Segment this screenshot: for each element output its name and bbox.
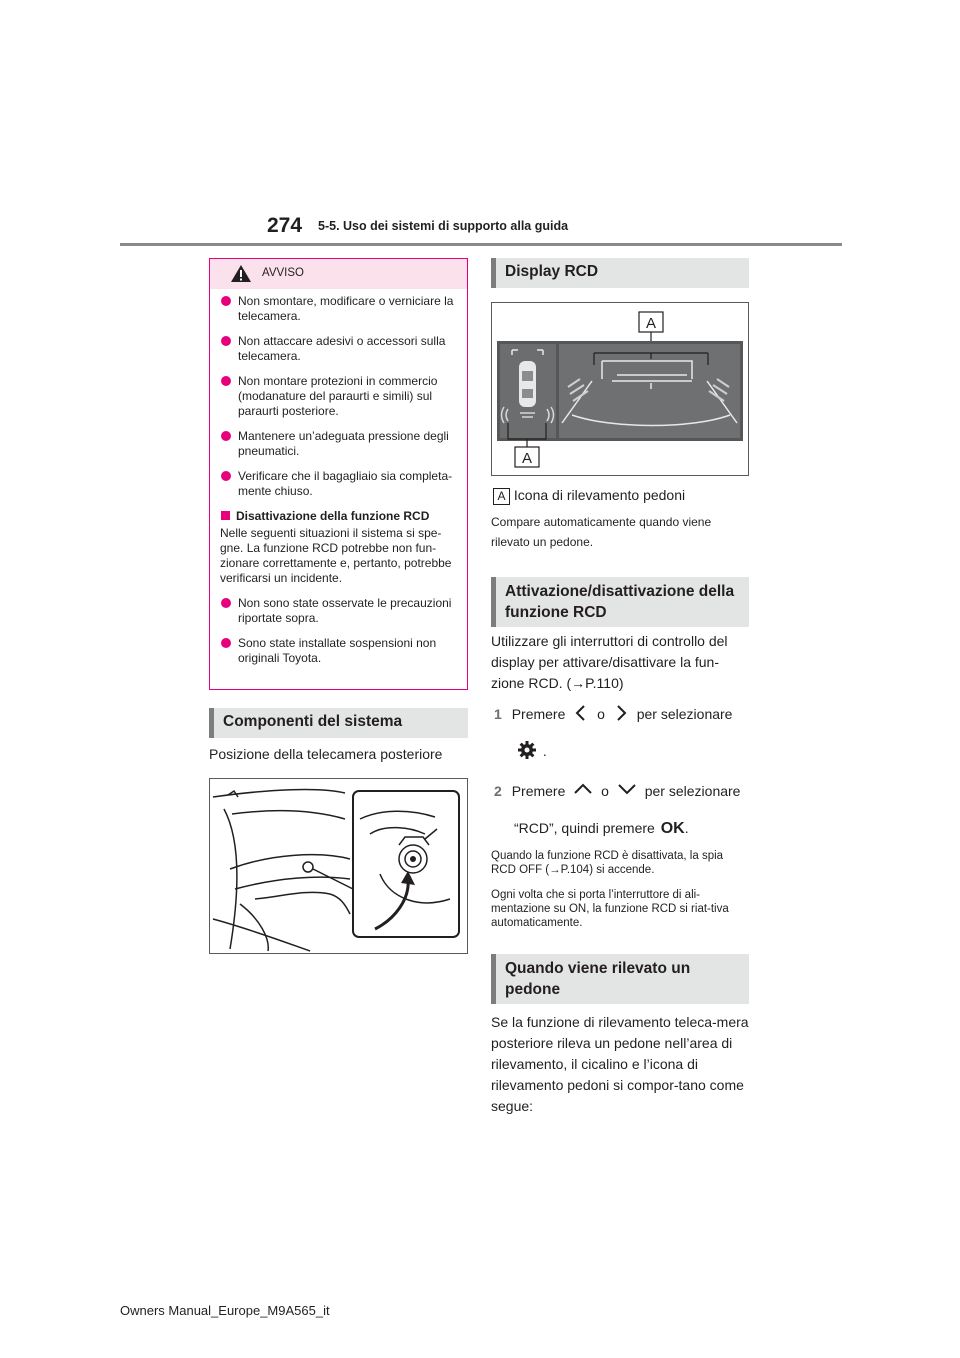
header-rule: [120, 243, 842, 246]
bullet-dot-icon: [221, 296, 231, 306]
warning-content: [220, 294, 462, 676]
label-a-bottom: A: [521, 450, 533, 467]
camera-location-figure: [209, 778, 468, 954]
bullet-dot-icon: [221, 376, 231, 386]
square-bullet-icon: [221, 511, 230, 520]
warning-bullet: Non montare protezioni in commercio (modanature del paraurti e simili) sul paraurti posteriore.: [220, 374, 462, 419]
warning-triangle-icon: [230, 264, 252, 283]
step-1-line2: .: [517, 740, 547, 762]
rear-car-illustration: [210, 779, 467, 953]
step-1-number: 1: [494, 706, 502, 722]
warning-bullet: Sono state installate sospensioni non originali Toyota.: [220, 636, 462, 666]
warning-bullet: Non sono state osservate le precauzioni riportate sopra.: [220, 596, 462, 626]
pedestrian-text: Se la funzione di rilevamento teleca-mera posteriore rileva un pedone nell’area di rilevamento, il cicalino e l’icona di rilevamento pedoni si compor-tano come segue:: [491, 1014, 749, 1114]
warning-header: [210, 259, 467, 289]
warning-bullet: Verificare che il bagagliaio sia completa-mente chiuso.: [220, 469, 462, 499]
step-2-line2: “RCD”, quindi premere OK.: [514, 820, 689, 837]
page-number: 274: [267, 214, 303, 237]
bullet-dot-icon: [221, 638, 231, 648]
bullet-dot-icon: [221, 336, 231, 346]
camera-caption: Posizione della telecamera posteriore: [209, 746, 443, 762]
warning-bullet: Mantenere un’adeguata pressione degli pneumatici.: [220, 429, 462, 459]
warning-bullet: Non attaccare adesivi o accessori sulla telecamera.: [220, 334, 462, 364]
rcd-screen-illustration: [492, 303, 748, 475]
legend-text: Icona di rilevamento pedoni: [513, 487, 686, 503]
bullet-dot-icon: [221, 598, 231, 608]
warning-subheading: Disattivazione della funzione RCD: [220, 509, 462, 524]
activation-note-2: Ogni volta che si porta l’interruttore di ali-mentazione su ON, la funzione RCD si riat-tiva automaticamente.: [491, 889, 729, 929]
step-2: 2 Premere o per selezionare: [494, 783, 741, 799]
warning-box: [209, 258, 468, 690]
section-heading-components: Componenti del sistema: [209, 708, 468, 738]
bullet-dot-icon: [221, 471, 231, 481]
warning-paragraph: Nelle seguenti situazioni il sistema si spe-gne. La funzione RCD potrebbe non fun-zionare correttamente e, pertanto, potrebbe verificarsi un incidente.: [220, 526, 452, 585]
warning-bullet: Non smontare, modificare o verniciare la telecamera.: [220, 294, 462, 324]
step-1: 1 Premere o per selezionare: [494, 706, 733, 722]
chevron-left-icon: [573, 704, 589, 722]
section-heading-display: Display RCD: [491, 258, 749, 288]
label-a-top: A: [645, 315, 657, 332]
ok-button-icon: OK: [660, 820, 685, 837]
chapter-title: 5-5. Uso dei sistemi di supporto alla guida: [318, 219, 569, 233]
chevron-down-icon: [617, 782, 637, 796]
gear-icon: [517, 740, 537, 760]
activation-intro: Utilizzare gli interruttori di controllo del display per attivare/disattivare la fun-zione RCD. (→P.110): [491, 633, 728, 691]
chevron-up-icon: [573, 782, 593, 796]
warning-title: AVVISO: [262, 267, 304, 279]
bullet-dot-icon: [221, 431, 231, 441]
footer-text: Owners Manual_Europe_M9A565_it: [120, 1303, 330, 1318]
step-2-number: 2: [494, 783, 502, 799]
legend-label-box: A: [493, 488, 510, 505]
legend-row: [493, 485, 685, 506]
section-heading-pedestrian: Quando viene rilevato un pedone: [491, 954, 749, 1004]
activation-note-1: Quando la funzione RCD è disattivata, la spia RCD OFF (→P.104) si accende.: [491, 850, 724, 876]
rcd-display-figure: [491, 302, 749, 476]
display-note: Compare automaticamente quando viene rilevato un pedone.: [491, 515, 712, 549]
section-heading-activation: Attivazione/disattivazione della funzione RCD: [491, 577, 749, 627]
chevron-right-icon: [613, 704, 629, 722]
